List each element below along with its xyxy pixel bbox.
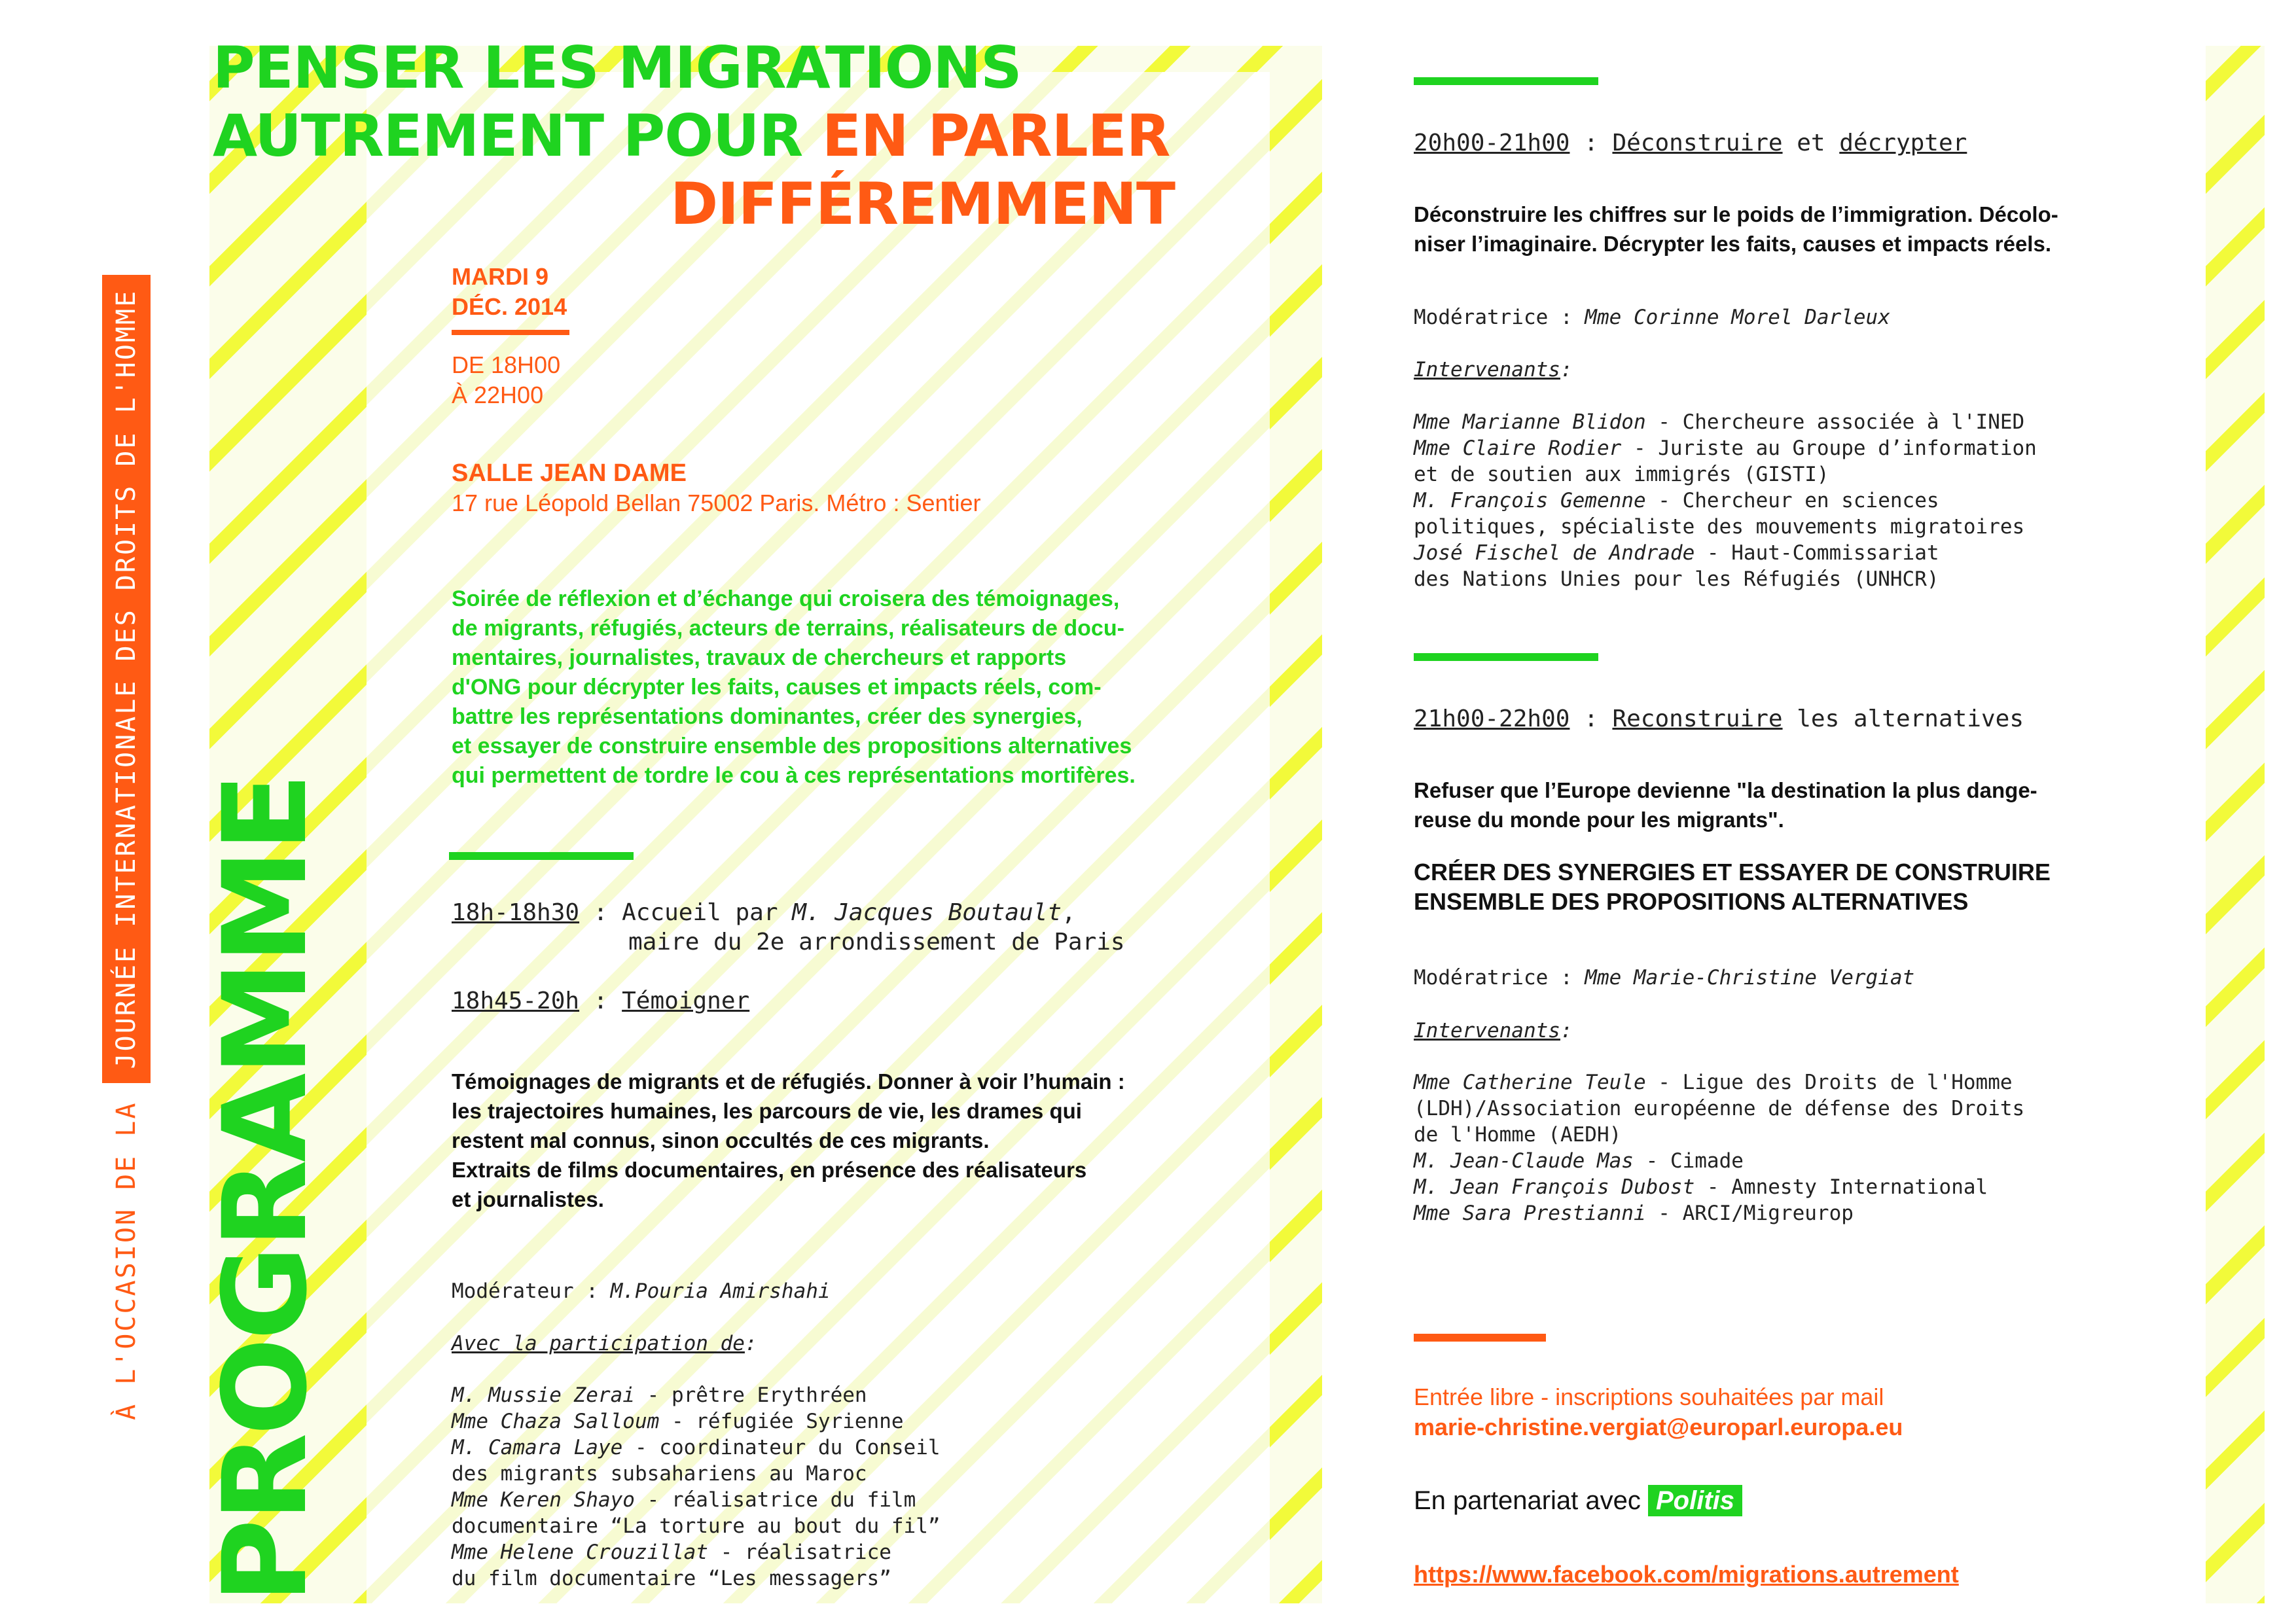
title-line-2-orange: EN PARLER [821, 102, 1170, 169]
schedule-time: 20h00-21h00 [1414, 130, 1570, 156]
list-item [452, 1487, 941, 1513]
schedule-item-deconstruire [1414, 128, 1967, 158]
intro-line: battre les représentations dominantes, créer des synergies, [452, 704, 1083, 729]
reconstruire-moderator [1414, 965, 1914, 991]
list-item [1414, 461, 2037, 488]
list-item [1414, 1200, 2024, 1226]
schedule-title: Déconstruire [1612, 130, 1783, 156]
participant-name: M. Camara Laye [452, 1436, 623, 1459]
speaker-name: M. Jean François Dubost [1414, 1175, 1695, 1199]
list-item [1414, 1174, 2024, 1200]
participant-role: - prêtre Erythréen [634, 1383, 867, 1407]
schedule-title: décrypter [1839, 130, 1967, 156]
facebook-line [1414, 1561, 1959, 1588]
title-line-3: DIFFÉREMMENT [670, 170, 1175, 238]
participant-name: Mme Helene Crouzillat [452, 1541, 708, 1564]
speaker-role: - Chercheur en sciences [1645, 489, 1939, 512]
list-item [1414, 409, 2037, 435]
participant-role: du film documentaire “Les messagers” [452, 1567, 891, 1590]
deconstruire-speakers [1414, 409, 2037, 592]
participant-name: M. Mussie Zerai [452, 1383, 635, 1407]
speaker-role: - Juriste au Groupe d’information [1621, 437, 2037, 460]
list-item [452, 1513, 941, 1539]
entree-libre-text: Entrée libre - inscriptions souhaitées par mail [1414, 1383, 1884, 1410]
list-item [452, 1408, 941, 1435]
registration-info [1414, 1382, 1903, 1442]
reconstruire-description [1414, 776, 2186, 834]
event-day: MARDI 9 [452, 263, 549, 290]
intro-line: Soirée de réflexion et d’échange qui croisera des témoignages, [452, 586, 1120, 611]
title-line-1: PENSER LES MIGRATIONS [213, 34, 1022, 101]
intervenants-heading [1414, 1018, 1573, 1044]
event-from: DE 18H00 [452, 351, 561, 378]
date-underline [452, 330, 569, 335]
schedule-sep: et [1782, 130, 1840, 156]
schedule-item-temoigner [452, 986, 749, 1016]
list-item [1414, 435, 2037, 461]
schedule-sep: : [1570, 130, 1613, 156]
partnership-line [1414, 1484, 1742, 1517]
desc-line: restent mal connus, sinon occultés de ces migrants. [452, 1128, 990, 1152]
facebook-link[interactable]: https://www.facebook.com/migrations.autrement [1414, 1561, 1959, 1588]
participation-heading [452, 1330, 757, 1357]
list-item [1414, 1148, 2024, 1174]
section-divider-green [449, 852, 634, 860]
speaker-name: Mme Marianne Blidon [1414, 410, 1646, 434]
participants-list [452, 1382, 941, 1592]
desc-line: Refuser que l’Europe devienne "la destination la plus dange- [1414, 778, 2037, 802]
schedule-text: Accueil par [622, 899, 793, 926]
vertical-programme-title: PROGRAMME [198, 776, 332, 1603]
list-item [452, 1565, 941, 1592]
participant-role: des migrants subsahariens au Maroc [452, 1462, 867, 1486]
desc-line: niser l’imaginaire. Décrypter les faits, causes et impacts réels. [1414, 232, 2051, 256]
intro-line: d'ONG pour décrypter les faits, causes et impacts réels, com- [452, 675, 1102, 700]
participation-label: Avec la participation de [452, 1332, 745, 1355]
desc-line: et journalistes. [452, 1187, 604, 1211]
event-venue [452, 458, 981, 518]
participant-name: Mme Keren Shayo [452, 1488, 635, 1512]
speaker-role: et de soutien aux immigrés (GISTI) [1414, 463, 1829, 486]
schedule-item-accueil [452, 898, 1125, 957]
speaker-name: Mme Catherine Teule [1414, 1071, 1646, 1094]
schedule-item-reconstruire [1414, 704, 2024, 734]
list-item [452, 1435, 941, 1461]
speaker-name: M. François Gemenne [1414, 489, 1646, 512]
deconstruire-description [1414, 200, 2186, 259]
participant-role: - réfugiée Syrienne [659, 1410, 904, 1433]
intervenants-colon: : [1560, 1019, 1573, 1043]
speaker-name: José Fischel de Andrade [1414, 541, 1695, 565]
list-item [1414, 1122, 2024, 1148]
speaker-name: M. Jean-Claude Mas [1414, 1149, 1634, 1173]
speaker-role: politiques, spécialiste des mouvements migratoires [1414, 515, 2025, 539]
main-title [213, 34, 1181, 238]
intro-line: et essayer de construire ensemble des propositions alternatives [452, 734, 1132, 758]
schedule-person: M. Jacques Boutault [792, 899, 1062, 926]
list-item [452, 1382, 941, 1408]
speaker-role: - Haut-Commissariat [1695, 541, 1939, 565]
schedule-sep: : [1570, 705, 1613, 732]
moderator-name: Mme Corinne Morel Darleux [1585, 306, 1890, 329]
list-item [1414, 488, 2037, 514]
desc-line: les trajectoires humaines, les parcours de vie, les drames qui [452, 1099, 1082, 1123]
speaker-role: - Chercheure associée à l'INED [1645, 410, 2025, 434]
reconstruire-speakers [1414, 1069, 2024, 1226]
section-divider-green [1414, 653, 1598, 661]
list-item [1414, 1069, 2024, 1096]
intro-line: qui permettent de tordre le cou à ces représentations mortifères. [452, 763, 1136, 788]
intro-paragraph [452, 584, 1172, 791]
schedule-text: les alternatives [1782, 705, 2024, 732]
speaker-role: - Amnesty International [1695, 1175, 1988, 1199]
moderator-name: Mme Marie-Christine Vergiat [1585, 966, 1915, 990]
footer-divider-orange [1414, 1334, 1546, 1342]
schedule-time: 18h45-20h [452, 988, 580, 1014]
list-item [1414, 540, 2037, 566]
schedule-line-2: maire du 2e arrondissement de Paris [628, 929, 1125, 955]
participant-name: Mme Chaza Salloum [452, 1410, 660, 1433]
list-item [452, 1539, 941, 1565]
side-prefix: À L'OCCASION DE LA [111, 1083, 141, 1420]
partner-text: En partenariat avec [1414, 1486, 1648, 1515]
caps-line: CRÉER DES SYNERGIES ET ESSAYER DE CONSTRUIRE [1414, 859, 2051, 885]
venue-name: SALLE JEAN DAME [452, 459, 687, 487]
reconstruire-caps-heading [1414, 857, 2186, 916]
schedule-comma: , [1062, 899, 1076, 926]
speaker-role: - Cimade [1633, 1149, 1744, 1173]
deconstruire-moderator [1414, 304, 1890, 330]
intervenants-colon: : [1560, 358, 1573, 382]
intervenants-label: Intervenants [1414, 358, 1560, 382]
speaker-role: (LDH)/Association européenne de défense des Droits [1414, 1097, 2025, 1120]
participant-role: - réalisatrice [708, 1541, 891, 1564]
side-highlight: JOURNÉE INTERNATIONALE DES DROITS DE L'HOMME [102, 275, 151, 1084]
caps-line: ENSEMBLE DES PROPOSITIONS ALTERNATIVES [1414, 888, 1969, 915]
title-line-2-green: AUTREMENT POUR [213, 102, 822, 169]
schedule-sep: : [579, 988, 622, 1014]
speaker-role: - Ligue des Droits de l'Homme [1645, 1071, 2013, 1094]
schedule-time: 21h00-22h00 [1414, 705, 1570, 732]
intro-line: de migrants, réfugiés, acteurs de terrains, réalisateurs de docu- [452, 616, 1124, 641]
list-item [1414, 514, 2037, 540]
temoigner-moderator [452, 1278, 831, 1304]
speaker-name: Mme Sara Prestianni [1414, 1202, 1646, 1225]
participant-role: documentaire “La torture au bout du fil” [452, 1514, 941, 1538]
event-hours [452, 350, 560, 410]
event-date [452, 262, 567, 322]
moderator-name: M.Pouria Amirshahi [610, 1279, 831, 1303]
desc-line: Déconstruire les chiffres sur le poids de l’immigration. Décolo- [1414, 202, 2058, 226]
schedule-sep: : [579, 899, 622, 926]
speaker-role: de l'Homme (AEDH) [1414, 1123, 1622, 1147]
intro-line: mentaires, journalistes, travaux de chercheurs et rapports [452, 645, 1067, 670]
speaker-name: Mme Claire Rodier [1414, 437, 1622, 460]
temoigner-description [452, 1067, 1204, 1214]
speaker-role: - ARCI/Migreurop [1645, 1202, 1854, 1225]
section-divider-green [1414, 77, 1598, 85]
moderator-label: Modératrice : [1414, 306, 1585, 329]
desc-line: Extraits de films documentaires, en présence des réalisateurs [452, 1158, 1087, 1182]
desc-line: Témoignages de migrants et de réfugiés. Donner à voir l’humain : [452, 1069, 1125, 1094]
side-occasion-text [111, 275, 141, 1420]
speaker-role: des Nations Unies pour les Réfugiés (UNHCR) [1414, 567, 1939, 591]
politis-logo: Politis [1648, 1485, 1742, 1516]
moderator-label: Modératrice : [1414, 966, 1585, 990]
participation-colon: : [744, 1332, 757, 1355]
title-line-2 [213, 102, 1181, 170]
list-item [1414, 1096, 2024, 1122]
schedule-title: Témoigner [622, 988, 750, 1014]
event-to: À 22H00 [452, 382, 544, 408]
list-item [452, 1461, 941, 1487]
schedule-time: 18h-18h30 [452, 899, 580, 926]
list-item [1414, 566, 2037, 592]
intervenants-heading [1414, 357, 1573, 383]
participant-role: - réalisatrice du film [634, 1488, 916, 1512]
venue-address: 17 rue Léopold Bellan 75002 Paris. Métro : Sentier [452, 490, 981, 516]
schedule-title: Reconstruire [1612, 705, 1783, 732]
contact-email-link[interactable]: marie-christine.vergiat@europarl.europa.eu [1414, 1414, 1903, 1440]
intervenants-label: Intervenants [1414, 1019, 1560, 1043]
desc-line: reuse du monde pour les migrants". [1414, 808, 1784, 832]
moderator-label: Modérateur : [452, 1279, 611, 1303]
participant-role: - coordinateur du Conseil [622, 1436, 941, 1459]
right-stripe-band [2206, 46, 2265, 1603]
event-month: DÉC. 2014 [452, 293, 567, 320]
